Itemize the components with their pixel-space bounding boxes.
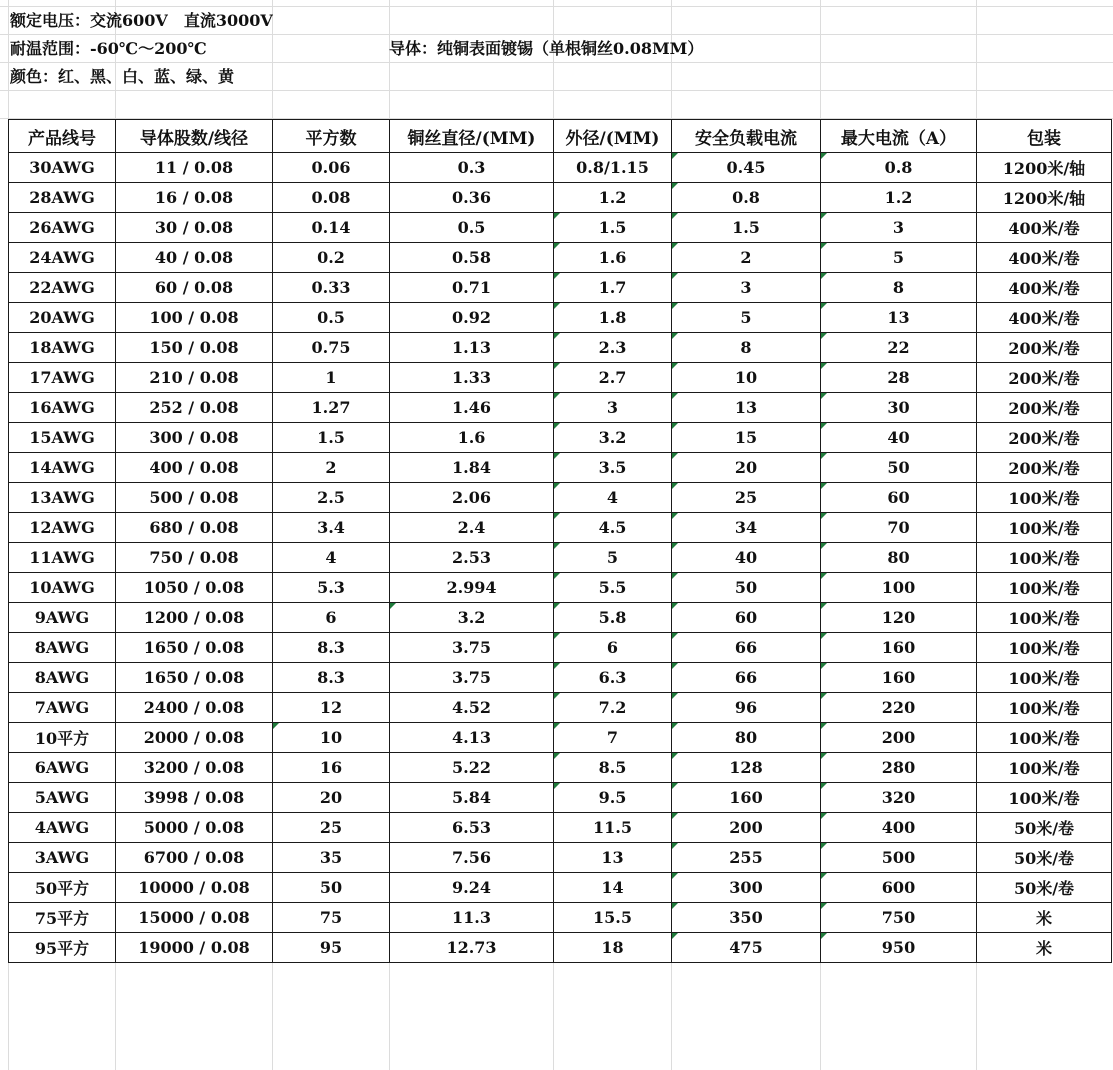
table-row xyxy=(9,573,1112,603)
table-cell: 7 xyxy=(554,723,672,753)
table-cell: 5 xyxy=(554,543,672,573)
table-cell: 75平方 xyxy=(9,903,116,933)
table-cell: 6 xyxy=(554,633,672,663)
table-row xyxy=(9,183,1112,213)
table-cell: 3 xyxy=(554,393,672,423)
header-cell: 导体股数/线径 xyxy=(116,120,273,153)
table-cell: 2.994 xyxy=(390,573,554,603)
table-cell: 1 xyxy=(273,363,390,393)
table-cell: 1.5 xyxy=(273,423,390,453)
table-cell: 400米/卷 xyxy=(977,303,1112,333)
table-cell: 13 xyxy=(672,393,821,423)
table-cell: 750 xyxy=(821,903,977,933)
table-cell: 40 / 0.08 xyxy=(116,243,273,273)
table-cell: 0.08 xyxy=(273,183,390,213)
table-cell: 16AWG xyxy=(9,393,116,423)
table-cell: 2.53 xyxy=(390,543,554,573)
table-cell: 100米/卷 xyxy=(977,693,1112,723)
table-cell: 200米/卷 xyxy=(977,393,1112,423)
header-cell: 包装 xyxy=(977,120,1112,153)
table-cell: 5.3 xyxy=(273,573,390,603)
table-cell: 8 xyxy=(821,273,977,303)
table-cell: 50米/卷 xyxy=(977,813,1112,843)
table-cell: 1200米/轴 xyxy=(977,183,1112,213)
table-row xyxy=(9,663,1112,693)
table-cell: 9.24 xyxy=(390,873,554,903)
table-cell: 0.92 xyxy=(390,303,554,333)
table-cell: 0.33 xyxy=(273,273,390,303)
table-cell: 1200米/轴 xyxy=(977,153,1112,183)
table-cell: 10 xyxy=(273,723,390,753)
table-row xyxy=(9,303,1112,333)
table-cell: 40 xyxy=(821,423,977,453)
table-cell: 4.13 xyxy=(390,723,554,753)
table-cell: 25 xyxy=(273,813,390,843)
table-cell: 19000 / 0.08 xyxy=(116,933,273,963)
table-cell: 600 xyxy=(821,873,977,903)
table-cell: 24AWG xyxy=(9,243,116,273)
table-cell: 16 xyxy=(273,753,390,783)
table-row xyxy=(9,723,1112,753)
table-cell: 3.2 xyxy=(390,603,554,633)
table-cell: 1.6 xyxy=(390,423,554,453)
table-cell: 5AWG xyxy=(9,783,116,813)
table-row xyxy=(9,633,1112,663)
table-cell: 0.14 xyxy=(273,213,390,243)
table-cell: 0.5 xyxy=(390,213,554,243)
table-cell: 12.73 xyxy=(390,933,554,963)
table-row xyxy=(9,933,1112,963)
table-cell: 100米/卷 xyxy=(977,543,1112,573)
table-cell: 100米/卷 xyxy=(977,753,1112,783)
table-row xyxy=(9,783,1112,813)
table-cell: 5.5 xyxy=(554,573,672,603)
table-cell: 100米/卷 xyxy=(977,723,1112,753)
table-cell: 8 xyxy=(672,333,821,363)
temperature-range-text: 耐温范围：-60℃～200℃ xyxy=(10,39,207,58)
table-cell: 7.56 xyxy=(390,843,554,873)
table-cell: 8.5 xyxy=(554,753,672,783)
rated-voltage-text: 额定电压：交流600V 直流3000V xyxy=(10,11,273,30)
table-cell: 128 xyxy=(672,753,821,783)
table-cell: 6700 / 0.08 xyxy=(116,843,273,873)
table-cell: 3AWG xyxy=(9,843,116,873)
table-cell: 22 xyxy=(821,333,977,363)
table-cell: 210 / 0.08 xyxy=(116,363,273,393)
table-cell: 30AWG xyxy=(9,153,116,183)
table-cell: 950 xyxy=(821,933,977,963)
table-row xyxy=(9,843,1112,873)
cropped-title-row xyxy=(0,0,1113,6)
table-cell: 1200 / 0.08 xyxy=(116,603,273,633)
table-cell: 3 xyxy=(672,273,821,303)
table-row xyxy=(9,423,1112,453)
table-cell: 8.3 xyxy=(273,663,390,693)
table-cell: 2.5 xyxy=(273,483,390,513)
table-cell: 50 xyxy=(821,453,977,483)
table-cell: 1.33 xyxy=(390,363,554,393)
table-cell: 80 xyxy=(672,723,821,753)
table-cell: 6.53 xyxy=(390,813,554,843)
table-cell: 95 xyxy=(273,933,390,963)
table-cell: 0.8 xyxy=(672,183,821,213)
table-cell: 200 xyxy=(672,813,821,843)
table-cell: 50 xyxy=(273,873,390,903)
table-cell: 300 xyxy=(672,873,821,903)
table-cell: 7.2 xyxy=(554,693,672,723)
table-cell: 5000 / 0.08 xyxy=(116,813,273,843)
table-cell: 14AWG xyxy=(9,453,116,483)
table-cell: 8.3 xyxy=(273,633,390,663)
table-cell: 16 / 0.08 xyxy=(116,183,273,213)
table-cell: 15AWG xyxy=(9,423,116,453)
table-cell: 20 xyxy=(672,453,821,483)
table-cell: 160 xyxy=(672,783,821,813)
table-cell: 400 / 0.08 xyxy=(116,453,273,483)
table-cell: 5.22 xyxy=(390,753,554,783)
table-body xyxy=(9,153,1112,963)
table-cell: 1.84 xyxy=(390,453,554,483)
table-cell: 10000 / 0.08 xyxy=(116,873,273,903)
table-cell: 255 xyxy=(672,843,821,873)
table-cell: 500 xyxy=(821,843,977,873)
table-cell: 0.75 xyxy=(273,333,390,363)
table-cell: 1.2 xyxy=(821,183,977,213)
table-row xyxy=(9,333,1112,363)
table-cell: 50平方 xyxy=(9,873,116,903)
table-cell: 10 xyxy=(672,363,821,393)
table-cell: 10AWG xyxy=(9,573,116,603)
table-row xyxy=(9,363,1112,393)
table-cell: 100米/卷 xyxy=(977,663,1112,693)
table-cell: 13AWG xyxy=(9,483,116,513)
table-row xyxy=(9,543,1112,573)
header-cell: 最大电流（A） xyxy=(821,120,977,153)
table-cell: 5.8 xyxy=(554,603,672,633)
table-cell: 8AWG xyxy=(9,663,116,693)
table-cell: 30 / 0.08 xyxy=(116,213,273,243)
table-cell: 0.8 xyxy=(821,153,977,183)
table-cell: 5.84 xyxy=(390,783,554,813)
table-cell: 100 xyxy=(821,573,977,603)
table-cell: 1650 / 0.08 xyxy=(116,663,273,693)
table-row xyxy=(9,603,1112,633)
table-cell: 1.2 xyxy=(554,183,672,213)
wire-spec-table xyxy=(8,119,1112,963)
table-cell: 13 xyxy=(821,303,977,333)
table-cell: 米 xyxy=(977,933,1112,963)
table-cell: 30 xyxy=(821,393,977,423)
table-cell: 500 / 0.08 xyxy=(116,483,273,513)
table-cell: 米 xyxy=(977,903,1112,933)
table-cell: 300 / 0.08 xyxy=(116,423,273,453)
table-cell: 3.4 xyxy=(273,513,390,543)
table-cell: 2400 / 0.08 xyxy=(116,693,273,723)
table-cell: 1.7 xyxy=(554,273,672,303)
table-cell: 160 xyxy=(821,633,977,663)
table-cell: 2.3 xyxy=(554,333,672,363)
table-row xyxy=(9,753,1112,783)
table-cell: 6 xyxy=(273,603,390,633)
table-cell: 35 xyxy=(273,843,390,873)
table-cell: 1050 / 0.08 xyxy=(116,573,273,603)
table-cell: 680 / 0.08 xyxy=(116,513,273,543)
table-cell: 95平方 xyxy=(9,933,116,963)
table-cell: 4.5 xyxy=(554,513,672,543)
table-cell: 3.5 xyxy=(554,453,672,483)
table-cell: 20AWG xyxy=(9,303,116,333)
table-cell: 60 xyxy=(821,483,977,513)
table-header-row xyxy=(9,120,1112,153)
table-row xyxy=(9,693,1112,723)
table-cell: 15 xyxy=(672,423,821,453)
table-row xyxy=(9,903,1112,933)
table-cell: 5 xyxy=(672,303,821,333)
table-cell: 252 / 0.08 xyxy=(116,393,273,423)
table-cell: 11AWG xyxy=(9,543,116,573)
table-cell: 400米/卷 xyxy=(977,243,1112,273)
table-cell: 1.6 xyxy=(554,243,672,273)
table-cell: 50米/卷 xyxy=(977,843,1112,873)
table-cell: 2000 / 0.08 xyxy=(116,723,273,753)
table-cell: 1.46 xyxy=(390,393,554,423)
table-cell: 11 / 0.08 xyxy=(116,153,273,183)
table-cell: 400 xyxy=(821,813,977,843)
header-cell: 安全负载电流 xyxy=(672,120,821,153)
table-cell: 4 xyxy=(273,543,390,573)
table-cell: 120 xyxy=(821,603,977,633)
table-cell: 80 xyxy=(821,543,977,573)
table-cell: 66 xyxy=(672,663,821,693)
table-cell: 0.8/1.15 xyxy=(554,153,672,183)
table-cell: 2 xyxy=(273,453,390,483)
table-row xyxy=(9,483,1112,513)
table-cell: 1650 / 0.08 xyxy=(116,633,273,663)
table-cell: 18 xyxy=(554,933,672,963)
table-cell: 200 xyxy=(821,723,977,753)
table-cell: 28 xyxy=(821,363,977,393)
header-cell: 铜丝直径/(MM) xyxy=(390,120,554,153)
table-cell: 0.3 xyxy=(390,153,554,183)
table-cell: 200米/卷 xyxy=(977,453,1112,483)
table-cell: 475 xyxy=(672,933,821,963)
table-cell: 12 xyxy=(273,693,390,723)
table-row xyxy=(9,453,1112,483)
table-cell: 6AWG xyxy=(9,753,116,783)
conductor-text: 导体：纯铜表面镀锡（单根铜丝0.08MM） xyxy=(389,39,704,58)
table-cell: 26AWG xyxy=(9,213,116,243)
table-cell: 7AWG xyxy=(9,693,116,723)
table-cell: 10平方 xyxy=(9,723,116,753)
table-cell: 11.5 xyxy=(554,813,672,843)
table-cell: 1.27 xyxy=(273,393,390,423)
table-cell: 2.06 xyxy=(390,483,554,513)
table-cell: 1.5 xyxy=(672,213,821,243)
table-cell: 3.75 xyxy=(390,633,554,663)
table-cell: 1.8 xyxy=(554,303,672,333)
table-cell: 60 / 0.08 xyxy=(116,273,273,303)
table-row xyxy=(9,243,1112,273)
table-cell: 100米/卷 xyxy=(977,573,1112,603)
table-row xyxy=(9,513,1112,543)
table-cell: 3.2 xyxy=(554,423,672,453)
table-row xyxy=(9,393,1112,423)
table-cell: 4AWG xyxy=(9,813,116,843)
table-cell: 50 xyxy=(672,573,821,603)
table-cell: 15000 / 0.08 xyxy=(116,903,273,933)
table-row xyxy=(9,873,1112,903)
table-cell: 13 xyxy=(554,843,672,873)
table-cell: 280 xyxy=(821,753,977,783)
table-row xyxy=(9,153,1112,183)
table-cell: 100 / 0.08 xyxy=(116,303,273,333)
table-cell: 0.45 xyxy=(672,153,821,183)
table-cell: 0.58 xyxy=(390,243,554,273)
table-cell: 5 xyxy=(821,243,977,273)
table-cell: 1.5 xyxy=(554,213,672,243)
table-cell: 17AWG xyxy=(9,363,116,393)
table-cell: 0.71 xyxy=(390,273,554,303)
table-cell: 14 xyxy=(554,873,672,903)
table-cell: 150 / 0.08 xyxy=(116,333,273,363)
table-cell: 6.3 xyxy=(554,663,672,693)
table-cell: 1.13 xyxy=(390,333,554,363)
table-cell: 350 xyxy=(672,903,821,933)
table-cell: 100米/卷 xyxy=(977,483,1112,513)
table-cell: 25 xyxy=(672,483,821,513)
table-row xyxy=(9,213,1112,243)
table-cell: 100米/卷 xyxy=(977,513,1112,543)
table-cell: 11.3 xyxy=(390,903,554,933)
table-cell: 34 xyxy=(672,513,821,543)
table-cell: 100米/卷 xyxy=(977,603,1112,633)
table-cell: 4.52 xyxy=(390,693,554,723)
table-cell: 750 / 0.08 xyxy=(116,543,273,573)
table-cell: 200米/卷 xyxy=(977,423,1112,453)
table-cell: 75 xyxy=(273,903,390,933)
header-cell: 平方数 xyxy=(273,120,390,153)
table-cell: 100米/卷 xyxy=(977,783,1112,813)
table-cell: 2.4 xyxy=(390,513,554,543)
table-cell: 70 xyxy=(821,513,977,543)
table-row xyxy=(9,273,1112,303)
table-cell: 3998 / 0.08 xyxy=(116,783,273,813)
table-cell: 12AWG xyxy=(9,513,116,543)
table-cell: 50米/卷 xyxy=(977,873,1112,903)
table-cell: 100米/卷 xyxy=(977,633,1112,663)
table-cell: 40 xyxy=(672,543,821,573)
table-cell: 9AWG xyxy=(9,603,116,633)
table-cell: 20 xyxy=(273,783,390,813)
table-cell: 60 xyxy=(672,603,821,633)
table-cell: 0.06 xyxy=(273,153,390,183)
table-cell: 28AWG xyxy=(9,183,116,213)
table-cell: 400米/卷 xyxy=(977,273,1112,303)
header-cell: 产品线号 xyxy=(9,120,116,153)
table-cell: 2.7 xyxy=(554,363,672,393)
table-cell: 66 xyxy=(672,633,821,663)
table-cell: 0.2 xyxy=(273,243,390,273)
table-cell: 160 xyxy=(821,663,977,693)
table-cell: 22AWG xyxy=(9,273,116,303)
table-cell: 220 xyxy=(821,693,977,723)
table-cell: 96 xyxy=(672,693,821,723)
table-cell: 15.5 xyxy=(554,903,672,933)
table-cell: 3200 / 0.08 xyxy=(116,753,273,783)
table-cell: 0.5 xyxy=(273,303,390,333)
table-cell: 9.5 xyxy=(554,783,672,813)
colors-text: 颜色：红、黑、白、蓝、绿、黄 xyxy=(10,67,235,86)
table-cell: 200米/卷 xyxy=(977,363,1112,393)
table-cell: 2 xyxy=(672,243,821,273)
table-cell: 400米/卷 xyxy=(977,213,1112,243)
table-cell: 3 xyxy=(821,213,977,243)
table-cell: 3.75 xyxy=(390,663,554,693)
header-cell: 外径/(MM) xyxy=(554,120,672,153)
table-cell: 200米/卷 xyxy=(977,333,1112,363)
table-cell: 320 xyxy=(821,783,977,813)
table-cell: 4 xyxy=(554,483,672,513)
table-cell: 18AWG xyxy=(9,333,116,363)
table-cell: 0.36 xyxy=(390,183,554,213)
table-cell: 8AWG xyxy=(9,633,116,663)
table-row xyxy=(9,813,1112,843)
